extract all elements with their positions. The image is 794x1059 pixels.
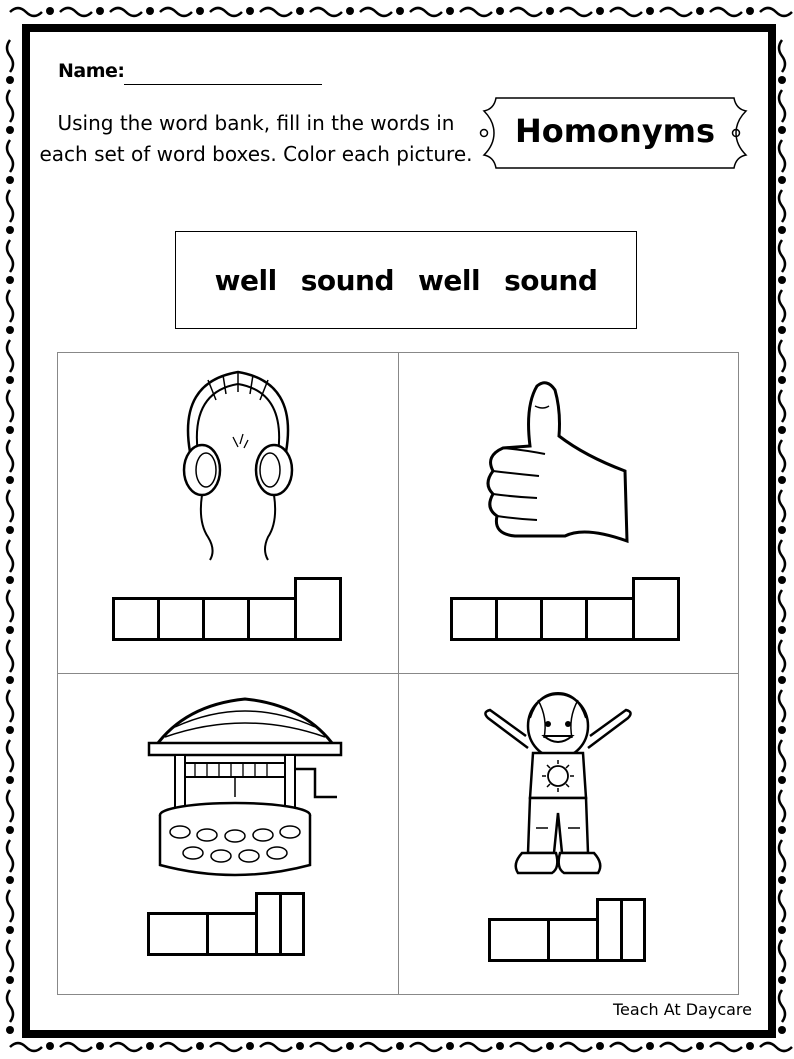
- letter-box[interactable]: [247, 597, 297, 641]
- border-squiggle: [779, 540, 785, 572]
- letter-box[interactable]: [279, 892, 305, 956]
- border-squiggle: [7, 390, 13, 422]
- border-dot: [778, 426, 786, 434]
- letter-box[interactable]: [157, 597, 205, 641]
- letter-box[interactable]: [202, 597, 250, 641]
- border-dot: [778, 726, 786, 734]
- letter-box[interactable]: [450, 597, 498, 641]
- border-squiggle: [7, 990, 13, 1022]
- border-dot: [746, 7, 754, 15]
- border-dot: [6, 526, 14, 534]
- border-dot: [246, 1042, 254, 1050]
- border-dot: [746, 1042, 754, 1050]
- border-squiggle: [779, 340, 785, 372]
- border-dot: [296, 7, 304, 15]
- border-squiggle: [779, 790, 785, 822]
- border-dot: [696, 1042, 704, 1050]
- border-dot: [96, 7, 104, 15]
- border-squiggle: [779, 240, 785, 272]
- border-squiggle: [710, 1043, 742, 1051]
- letter-box[interactable]: [540, 597, 588, 641]
- border-dot: [496, 1042, 504, 1050]
- border-dot: [446, 1042, 454, 1050]
- border-squiggle: [7, 490, 13, 522]
- border-dot: [778, 276, 786, 284]
- border-squiggle: [460, 1043, 492, 1051]
- border-dot: [6, 476, 14, 484]
- border-squiggle: [779, 490, 785, 522]
- border-top-squiggles: [10, 7, 794, 16]
- letter-box[interactable]: [488, 918, 550, 962]
- letter-box[interactable]: [596, 898, 623, 962]
- border-squiggle: [510, 8, 542, 16]
- border-dot: [6, 276, 14, 284]
- border-right-squiggles: [778, 40, 786, 1034]
- border-squiggle: [7, 740, 13, 772]
- border-squiggle: [779, 190, 785, 222]
- border-squiggle: [710, 8, 742, 16]
- border-squiggle: [779, 440, 785, 472]
- border-dot: [6, 726, 14, 734]
- border-dot: [778, 76, 786, 84]
- border-squiggle: [7, 340, 13, 372]
- border-dot: [778, 876, 786, 884]
- border-dot: [6, 776, 14, 784]
- border-squiggle: [160, 8, 192, 16]
- border-squiggle: [60, 8, 92, 16]
- border-squiggle: [779, 290, 785, 322]
- border-squiggle: [610, 8, 642, 16]
- border-dot: [646, 1042, 654, 1050]
- border-dot: [6, 126, 14, 134]
- border-squiggle: [410, 1043, 442, 1051]
- border-squiggle: [760, 8, 792, 16]
- border-dot: [146, 7, 154, 15]
- border-dot: [546, 1042, 554, 1050]
- border-squiggle: [310, 8, 342, 16]
- border-dot: [96, 1042, 104, 1050]
- thumbs-up-icon: [475, 376, 635, 546]
- border-dot: [6, 876, 14, 884]
- border-dot: [6, 376, 14, 384]
- border-dot: [778, 526, 786, 534]
- border-left-squiggles: [6, 40, 14, 1034]
- border-squiggle: [10, 1043, 42, 1051]
- border-squiggle: [7, 40, 13, 72]
- border-squiggle: [760, 1043, 792, 1051]
- border-dot: [778, 1026, 786, 1034]
- credit-text: Teach At Daycare: [612, 1000, 752, 1019]
- letter-box[interactable]: [620, 898, 646, 962]
- border-dot: [778, 226, 786, 234]
- word-bank-word: sound: [300, 263, 394, 297]
- border-squiggle: [7, 190, 13, 222]
- border-dot: [246, 7, 254, 15]
- border-dot: [6, 76, 14, 84]
- border-squiggle: [779, 140, 785, 172]
- border-dot: [6, 1026, 14, 1034]
- border-squiggle: [7, 690, 13, 722]
- border-dot: [446, 7, 454, 15]
- border-dot: [596, 1042, 604, 1050]
- border-dot: [196, 1042, 204, 1050]
- border-dot: [596, 7, 604, 15]
- border-dot: [646, 7, 654, 15]
- border-dot: [778, 676, 786, 684]
- border-dot: [346, 7, 354, 15]
- border-squiggle: [260, 8, 292, 16]
- word-bank-word: well: [418, 263, 481, 297]
- border-squiggle: [210, 8, 242, 16]
- border-dot: [196, 7, 204, 15]
- border-squiggle: [7, 90, 13, 122]
- border-squiggle: [779, 740, 785, 772]
- border-dot: [46, 1042, 54, 1050]
- border-squiggle: [460, 8, 492, 16]
- border-squiggle: [260, 1043, 292, 1051]
- border-squiggle: [310, 1043, 342, 1051]
- border-dot: [396, 1042, 404, 1050]
- border-dot: [146, 1042, 154, 1050]
- border-dot: [778, 976, 786, 984]
- letter-box[interactable]: [547, 918, 599, 962]
- border-squiggle: [360, 8, 392, 16]
- letter-box[interactable]: [147, 912, 209, 956]
- border-squiggle: [7, 240, 13, 272]
- word-bank: [175, 231, 637, 329]
- border-dot: [546, 7, 554, 15]
- letter-box[interactable]: [585, 597, 635, 641]
- border-dot: [778, 826, 786, 834]
- border-dot: [346, 1042, 354, 1050]
- border-squiggle: [779, 940, 785, 972]
- border-dot: [6, 226, 14, 234]
- word-bank-word: well: [214, 263, 277, 297]
- border-squiggle: [779, 90, 785, 122]
- border-squiggle: [779, 640, 785, 672]
- border-dot: [296, 1042, 304, 1050]
- border-squiggle: [7, 590, 13, 622]
- letter-box[interactable]: [632, 577, 680, 641]
- headphones-icon: [168, 362, 308, 567]
- border-dot: [778, 926, 786, 934]
- border-squiggle: [210, 1043, 242, 1051]
- letter-box[interactable]: [294, 577, 342, 641]
- border-squiggle: [7, 440, 13, 472]
- letter-box[interactable]: [206, 912, 258, 956]
- border-dot: [396, 7, 404, 15]
- letter-box[interactable]: [495, 597, 543, 641]
- border-squiggle: [779, 690, 785, 722]
- border-dot: [778, 476, 786, 484]
- border-dot: [6, 826, 14, 834]
- border-squiggle: [110, 8, 142, 16]
- girl-icon: [478, 688, 638, 883]
- border-squiggle: [60, 1043, 92, 1051]
- border-dot: [696, 7, 704, 15]
- border-dot: [6, 576, 14, 584]
- border-squiggle: [779, 390, 785, 422]
- border-bottom-squiggles: [10, 1042, 794, 1051]
- letter-box[interactable]: [255, 892, 282, 956]
- letter-box[interactable]: [112, 597, 160, 641]
- border-squiggle: [779, 840, 785, 872]
- border-dot: [778, 776, 786, 784]
- border-dot: [6, 976, 14, 984]
- border-dot: [6, 426, 14, 434]
- border-dot: [6, 926, 14, 934]
- border-squiggle: [7, 290, 13, 322]
- border-squiggle: [7, 540, 13, 572]
- border-squiggle: [360, 1043, 392, 1051]
- border-squiggle: [560, 1043, 592, 1051]
- border-dot: [778, 376, 786, 384]
- border-squiggle: [160, 1043, 192, 1051]
- border-squiggle: [7, 890, 13, 922]
- border-squiggle: [779, 590, 785, 622]
- border-dot: [6, 676, 14, 684]
- wishing-well-icon: [145, 697, 345, 882]
- page-title: Homonyms: [514, 112, 716, 150]
- word-bank-word: sound: [504, 263, 598, 297]
- border-squiggle: [779, 40, 785, 72]
- border-dot: [6, 176, 14, 184]
- name-input-line[interactable]: [124, 84, 322, 85]
- border-squiggle: [410, 8, 442, 16]
- border-squiggle: [610, 1043, 642, 1051]
- border-squiggle: [660, 1043, 692, 1051]
- border-squiggle: [110, 1043, 142, 1051]
- border-squiggle: [10, 8, 42, 16]
- border-squiggle: [660, 8, 692, 16]
- border-dot: [778, 326, 786, 334]
- instructions-text: Using the word bank, fill in the words in each set of word boxes. Color each picture.: [39, 111, 473, 166]
- border-squiggle: [7, 140, 13, 172]
- border-dot: [778, 126, 786, 134]
- border-dot: [6, 326, 14, 334]
- border-squiggle: [7, 790, 13, 822]
- border-squiggle: [779, 890, 785, 922]
- border-dot: [778, 626, 786, 634]
- border-squiggle: [7, 940, 13, 972]
- border-squiggle: [7, 840, 13, 872]
- border-squiggle: [7, 640, 13, 672]
- name-label: Name:: [58, 60, 125, 82]
- border-squiggle: [510, 1043, 542, 1051]
- border-squiggle: [560, 8, 592, 16]
- border-dot: [496, 7, 504, 15]
- border-dot: [6, 626, 14, 634]
- border-dot: [778, 176, 786, 184]
- grid-divider-horizontal: [58, 673, 738, 674]
- border-dot: [778, 576, 786, 584]
- border-dot: [46, 7, 54, 15]
- border-squiggle: [779, 990, 785, 1022]
